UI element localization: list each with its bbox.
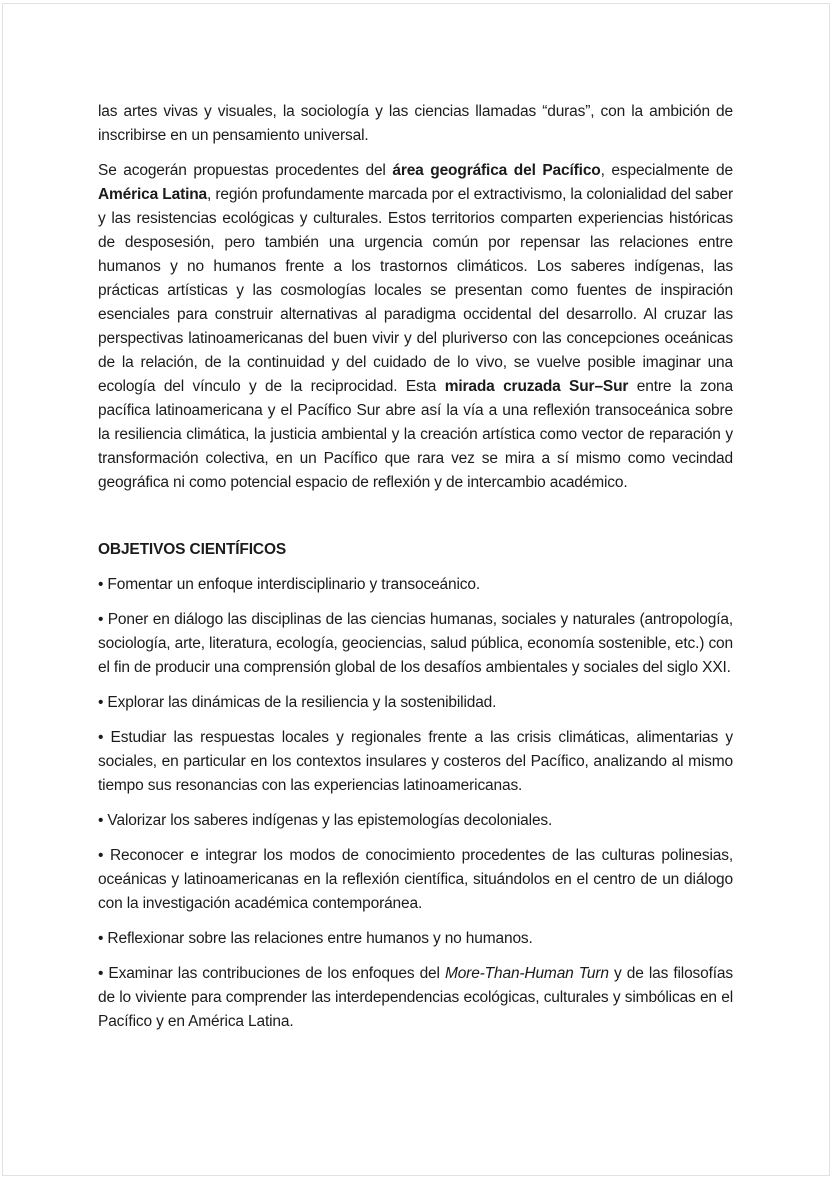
text-segment: Se acogerán propuestas procedentes del bbox=[98, 162, 393, 179]
text-segment: , región profundamente marcada por el extractivismo, la colonialidad del saber y las resistencias ecológicas y culturales. Estos territorios comparten experiencias históricas de desposesión, pero también una urgencia común por repensar las relaciones entre humanos y no humanos frente a los trastornos climáticos. Los saberes indígenas, las prácticas artísticas y las cosmologías locales se presentan como fuentes de inspiración esenciales para construir alternativas al paradigma occidental del desarrollo. Al cruzar las perspectivas latinoamericanas del buen vivir y del pluriverso con las concepciones oceánicas de la relación, de la continuidad y del cuidado de lo vivo, se vuelve posible imaginar una ecología del vínculo y de la reciprocidad. Esta bbox=[98, 186, 733, 395]
text-segment: • Examinar las contribuciones de los enfoques del bbox=[98, 965, 445, 982]
bold-text-segment: área geográfica del Pacífico bbox=[392, 162, 601, 179]
bold-text-segment: América Latina bbox=[98, 186, 208, 203]
text-segment: • Fomentar un enfoque interdisciplinario y transoceánico. bbox=[98, 576, 481, 593]
text-segment: • Valorizar los saberes indígenas y las epistemologías decoloniales. bbox=[98, 812, 553, 829]
italic-text-segment: More-Than-Human Turn bbox=[444, 965, 609, 982]
text-segment: • Explorar las dinámicas de la resiliencia y la sostenibilidad. bbox=[98, 694, 497, 711]
text-segment: OBJETIVOS CIENTÍFICOS bbox=[98, 541, 287, 558]
bullet-item bbox=[98, 844, 733, 916]
bullet-item bbox=[98, 726, 733, 798]
text-segment: • Reflexionar sobre las relaciones entre humanos y no humanos. bbox=[98, 930, 533, 947]
paragraph bbox=[98, 100, 733, 148]
text-segment: las artes vivas y visuales, la sociología y las ciencias llamadas “duras”, con la ambición de inscribirse en un pensamiento universal. bbox=[98, 103, 733, 144]
section-heading bbox=[98, 538, 733, 562]
text-segment: • Reconocer e integrar los modos de conocimiento procedentes de las culturas polinesias, oceánicas y latinoamericanas en la reflexión científica, situándolos en el centro de un diálogo con la investigación académica contemporánea. bbox=[98, 847, 733, 912]
bullet-item bbox=[98, 573, 733, 597]
text-segment: entre la zona pacífica latinoamericana y el Pacífico Sur abre así la vía a una reflexión transoceánica sobre la resiliencia climática, la justicia ambiental y la creación artística como vector de reparación y transformación colectiva, en un Pacífico que rara vez se mira a sí mismo como vecindad geográfica ni como potencial espacio de reflexión y de intercambio académico. bbox=[98, 378, 733, 491]
bullet-item bbox=[98, 691, 733, 715]
bullet-item bbox=[98, 608, 733, 680]
bullet-item bbox=[98, 927, 733, 951]
text-segment: y de las filosofías de lo viviente para comprender las interdependencias ecológicas, culturales y simbólicas en el Pacífico y en América Latina. bbox=[98, 965, 733, 1030]
text-segment: • Estudiar las respuestas locales y regionales frente a las crisis climáticas, alimentarias y sociales, en particular en los contextos insulares y costeros del Pacífico, analizando al mismo tiempo sus resonancias con las experiencias latinoamericanas. bbox=[98, 729, 733, 794]
text-segment: , especialmente de bbox=[600, 162, 733, 179]
document-content bbox=[98, 100, 733, 1045]
bold-text-segment: mirada cruzada Sur–Sur bbox=[444, 378, 629, 395]
bullet-item bbox=[98, 962, 733, 1034]
paragraph bbox=[98, 159, 733, 495]
document-page bbox=[2, 3, 830, 1176]
bullet-item bbox=[98, 809, 733, 833]
text-segment: • Poner en diálogo las disciplinas de las ciencias humanas, sociales y naturales (antropología, sociología, arte, literatura, ecología, geociencias, salud pública, economía sostenible, etc.) con el fin de producir una comprensión global de los desafíos ambientales y sociales del siglo XXI. bbox=[98, 611, 733, 676]
